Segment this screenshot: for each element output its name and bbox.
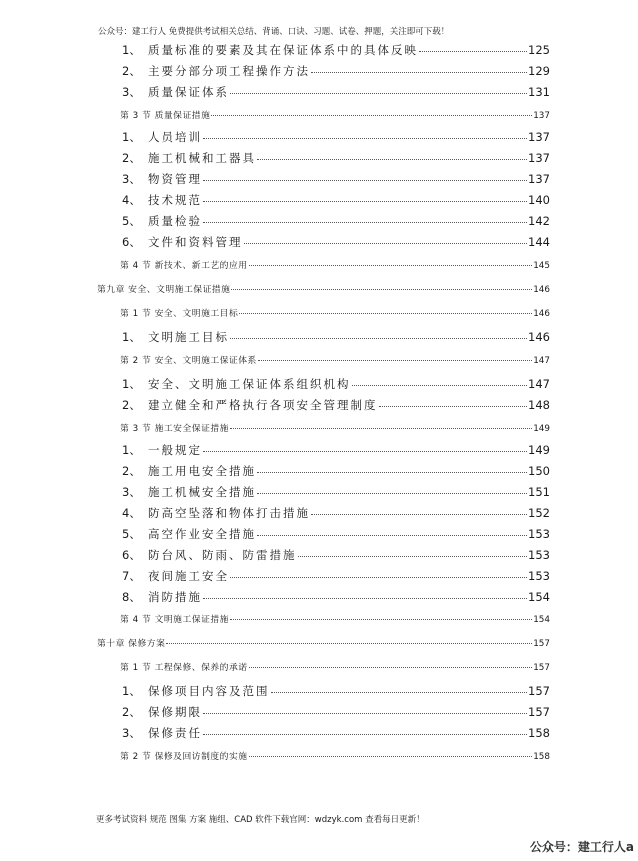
dot-leader xyxy=(203,451,527,452)
toc-entry-page-number: 157 xyxy=(528,684,550,698)
dot-leader xyxy=(257,472,527,473)
toc-entry[interactable] xyxy=(122,683,550,701)
toc-entry-page-number: 154 xyxy=(533,615,550,625)
toc-entry-title: 物资管理 xyxy=(148,172,202,186)
toc-entry-page-number: 129 xyxy=(528,64,550,78)
dot-leader xyxy=(230,93,527,94)
toc-entry-page-number: 142 xyxy=(528,214,550,228)
toc-entry-title: 质量检验 xyxy=(148,214,202,228)
toc-entry[interactable] xyxy=(122,725,550,743)
dot-leader xyxy=(249,265,533,266)
toc-entry[interactable] xyxy=(120,258,550,272)
toc-entry[interactable] xyxy=(122,505,550,523)
dot-leader xyxy=(352,385,528,386)
dot-leader xyxy=(257,493,527,494)
toc-entry[interactable] xyxy=(122,526,550,544)
toc-entry[interactable] xyxy=(122,234,550,252)
dot-leader xyxy=(271,692,528,693)
page-header-notice: 公众号：建工行人 免费提供考试相关总结、背诵、口诀、习题、试卷、押题，关注即可下载！ xyxy=(98,27,450,37)
toc-entry-title: 保修期限 xyxy=(148,705,202,719)
toc-entry-title: 文件和资料管理 xyxy=(148,235,243,249)
toc-entry-page-number: 157 xyxy=(528,705,550,719)
toc-entry-number: 3、 xyxy=(122,172,141,186)
toc-entry-number: 2、 xyxy=(122,705,141,719)
toc-entry-title: 文明施工目标 xyxy=(148,330,229,344)
toc-entry-number: 1、 xyxy=(122,43,141,57)
toc-entry-number: 1、 xyxy=(122,130,141,144)
toc-entry-page-number: 157 xyxy=(533,639,550,649)
toc-entry-number: 7、 xyxy=(122,569,141,583)
toc-entry-title: 质量标准的要素及其在保证体系中的具体反映 xyxy=(148,43,418,57)
watermark-text: 公众号：建工行人a xyxy=(529,840,634,854)
toc-entry-number: 1、 xyxy=(122,377,141,391)
toc-entry[interactable] xyxy=(122,150,550,168)
toc-entry[interactable] xyxy=(122,704,550,722)
toc-entry-number: 1、 xyxy=(122,330,141,344)
toc-entry[interactable] xyxy=(120,108,550,122)
toc-entry-page-number: 137 xyxy=(533,111,550,121)
toc-entry-page-number: 158 xyxy=(528,726,550,740)
toc-entry-title: 第 3 节 施工安全保证措施 xyxy=(120,424,229,434)
dot-leader xyxy=(203,201,527,202)
toc-entry-number: 1、 xyxy=(122,684,141,698)
toc-entry-number: 2、 xyxy=(122,64,141,78)
toc-entry-number: 5、 xyxy=(122,527,141,541)
toc-entry-number: 4、 xyxy=(122,193,141,207)
dot-leader xyxy=(230,577,527,578)
toc-entry-page-number: 150 xyxy=(528,464,550,478)
dot-leader xyxy=(311,72,527,73)
toc-entry-page-number: 146 xyxy=(533,285,550,295)
toc-entry[interactable] xyxy=(122,192,550,210)
toc-entry-page-number: 157 xyxy=(533,663,550,673)
dot-leader xyxy=(211,115,532,116)
toc-entry-page-number: 140 xyxy=(528,193,550,207)
toc-entry-number: 2、 xyxy=(122,151,141,165)
toc-entry-page-number: 149 xyxy=(528,443,550,457)
toc-entry-page-number: 147 xyxy=(533,356,550,366)
toc-entry-title: 保修项目内容及范围 xyxy=(148,684,270,698)
dot-leader xyxy=(203,598,527,599)
toc-entry-number: 4、 xyxy=(122,506,141,520)
toc-entry-title: 高空作业安全措施 xyxy=(148,527,256,541)
dot-leader xyxy=(239,313,532,314)
toc-entry-page-number: 137 xyxy=(528,151,550,165)
dot-leader xyxy=(311,514,527,515)
toc-entry-title: 安全、文明施工保证体系组织机构 xyxy=(148,377,351,391)
toc-entry-title: 第 1 节 安全、文明施工目标 xyxy=(120,309,239,319)
toc-entry[interactable] xyxy=(122,84,550,102)
dot-leader xyxy=(258,360,532,361)
dot-leader xyxy=(203,138,527,139)
toc-entry[interactable] xyxy=(120,306,550,320)
toc-entry[interactable] xyxy=(120,660,550,674)
toc-entry-title: 一般规定 xyxy=(148,443,202,457)
dot-leader xyxy=(257,159,527,160)
toc-entry[interactable] xyxy=(97,282,550,296)
toc-entry-number: 1、 xyxy=(122,443,141,457)
toc-entry[interactable] xyxy=(122,484,550,502)
toc-entry-page-number: 146 xyxy=(528,330,550,344)
toc-entry-title: 防高空坠落和物体打击措施 xyxy=(148,506,310,520)
toc-entry[interactable] xyxy=(122,129,550,147)
dot-leader xyxy=(231,289,532,290)
toc-entry-number: 3、 xyxy=(122,726,141,740)
toc-entry-title: 防台风、防雨、防雷措施 xyxy=(148,548,297,562)
toc-entry-page-number: 146 xyxy=(533,309,550,319)
toc-entry-title: 技术规范 xyxy=(148,193,202,207)
dot-leader xyxy=(203,713,527,714)
toc-entry-page-number: 153 xyxy=(528,527,550,541)
toc-entry-number: 2、 xyxy=(122,464,141,478)
toc-entry-number: 3、 xyxy=(122,85,141,99)
toc-entry[interactable] xyxy=(122,42,550,60)
toc-entry-title: 人员培训 xyxy=(148,130,202,144)
dot-leader xyxy=(257,535,527,536)
toc-entry[interactable] xyxy=(122,329,550,347)
toc-entry-page-number: 153 xyxy=(528,569,550,583)
toc-entry[interactable] xyxy=(122,568,550,586)
toc-entry-number: 2、 xyxy=(122,398,141,412)
toc-entry-page-number: 151 xyxy=(528,485,550,499)
toc-entry-page-number: 148 xyxy=(528,398,550,412)
dot-leader xyxy=(230,619,532,620)
toc-entry-number: 6、 xyxy=(122,548,141,562)
toc-entry[interactable] xyxy=(122,589,550,607)
dot-leader xyxy=(244,243,528,244)
toc-entry[interactable] xyxy=(122,397,550,415)
toc-entry-page-number: 131 xyxy=(528,85,550,99)
toc-entry-number: 5、 xyxy=(122,214,141,228)
dot-leader xyxy=(203,734,527,735)
toc-entry-title: 施工机械和工器具 xyxy=(148,151,256,165)
dot-leader xyxy=(203,222,527,223)
toc-entry-page-number: 158 xyxy=(533,752,550,762)
toc-entry-number: 3、 xyxy=(122,485,141,499)
toc-entry-title: 第十章 保修方案 xyxy=(97,639,166,649)
toc-entry-page-number: 149 xyxy=(533,424,550,434)
dot-leader xyxy=(419,51,527,52)
toc-entry-title: 夜间施工安全 xyxy=(148,569,229,583)
toc-entry-title: 第 4 节 新技术、新工艺的应用 xyxy=(120,261,248,271)
toc-entry-title: 施工机械安全措施 xyxy=(148,485,256,499)
toc-entry-title: 消防措施 xyxy=(148,590,202,604)
dot-leader xyxy=(166,643,532,644)
dot-leader xyxy=(298,556,528,557)
toc-entry-page-number: 137 xyxy=(528,172,550,186)
toc-entry-page-number: 144 xyxy=(528,235,550,249)
toc-entry[interactable] xyxy=(122,547,550,565)
toc-entry-title: 第 3 节 质量保证措施 xyxy=(120,111,211,121)
toc-entry-page-number: 154 xyxy=(528,590,550,604)
toc-entry-title: 第九章 安全、文明施工保证措施 xyxy=(97,285,231,295)
toc-entry-page-number: 125 xyxy=(528,43,550,57)
toc-entry-title: 第 2 节 安全、文明施工保证体系 xyxy=(120,356,257,366)
toc-entry[interactable] xyxy=(122,463,550,481)
toc-entry[interactable] xyxy=(120,612,550,626)
toc-entry-title: 建立健全和严格执行各项安全管理制度 xyxy=(148,398,378,412)
toc-entry-title: 主要分部分项工程操作方法 xyxy=(148,64,310,78)
toc-entry-page-number: 147 xyxy=(528,377,550,391)
toc-entry[interactable] xyxy=(122,376,550,394)
toc-entry-title: 第 2 节 保修及回访制度的实施 xyxy=(120,752,248,762)
page-footer-notice: 更多考试资料 规范 图集 方案 施组、CAD 软件下载官网：wdzyk.com 查看每日更新！ xyxy=(96,815,425,825)
toc-entry-title: 保修责任 xyxy=(148,726,202,740)
toc-entry-page-number: 145 xyxy=(533,261,550,271)
dot-leader xyxy=(203,180,527,181)
toc-entry-number: 6、 xyxy=(122,235,141,249)
toc-entry-title: 第 1 节 工程保修、保养的承诺 xyxy=(120,663,248,673)
toc-entry-page-number: 152 xyxy=(528,506,550,520)
dot-leader xyxy=(249,667,533,668)
toc-entry-page-number: 153 xyxy=(528,548,550,562)
toc-entry-number: 8、 xyxy=(122,590,141,604)
toc-entry[interactable] xyxy=(97,636,550,650)
dot-leader xyxy=(230,428,532,429)
toc-entry[interactable] xyxy=(122,171,550,189)
dot-leader xyxy=(230,338,527,339)
toc-entry-title: 质量保证体系 xyxy=(148,85,229,99)
toc-entry-title: 施工用电安全措施 xyxy=(148,464,256,478)
toc-entry-title: 第 4 节 文明施工保证措施 xyxy=(120,615,229,625)
toc-entry-page-number: 137 xyxy=(528,130,550,144)
toc-entry[interactable] xyxy=(120,353,550,367)
dot-leader xyxy=(249,756,533,757)
toc-entry[interactable] xyxy=(122,213,550,231)
toc-entry[interactable] xyxy=(122,442,550,460)
toc-entry[interactable] xyxy=(120,421,550,435)
dot-leader xyxy=(379,406,528,407)
toc-entry[interactable] xyxy=(120,749,550,763)
toc-entry[interactable] xyxy=(122,63,550,81)
